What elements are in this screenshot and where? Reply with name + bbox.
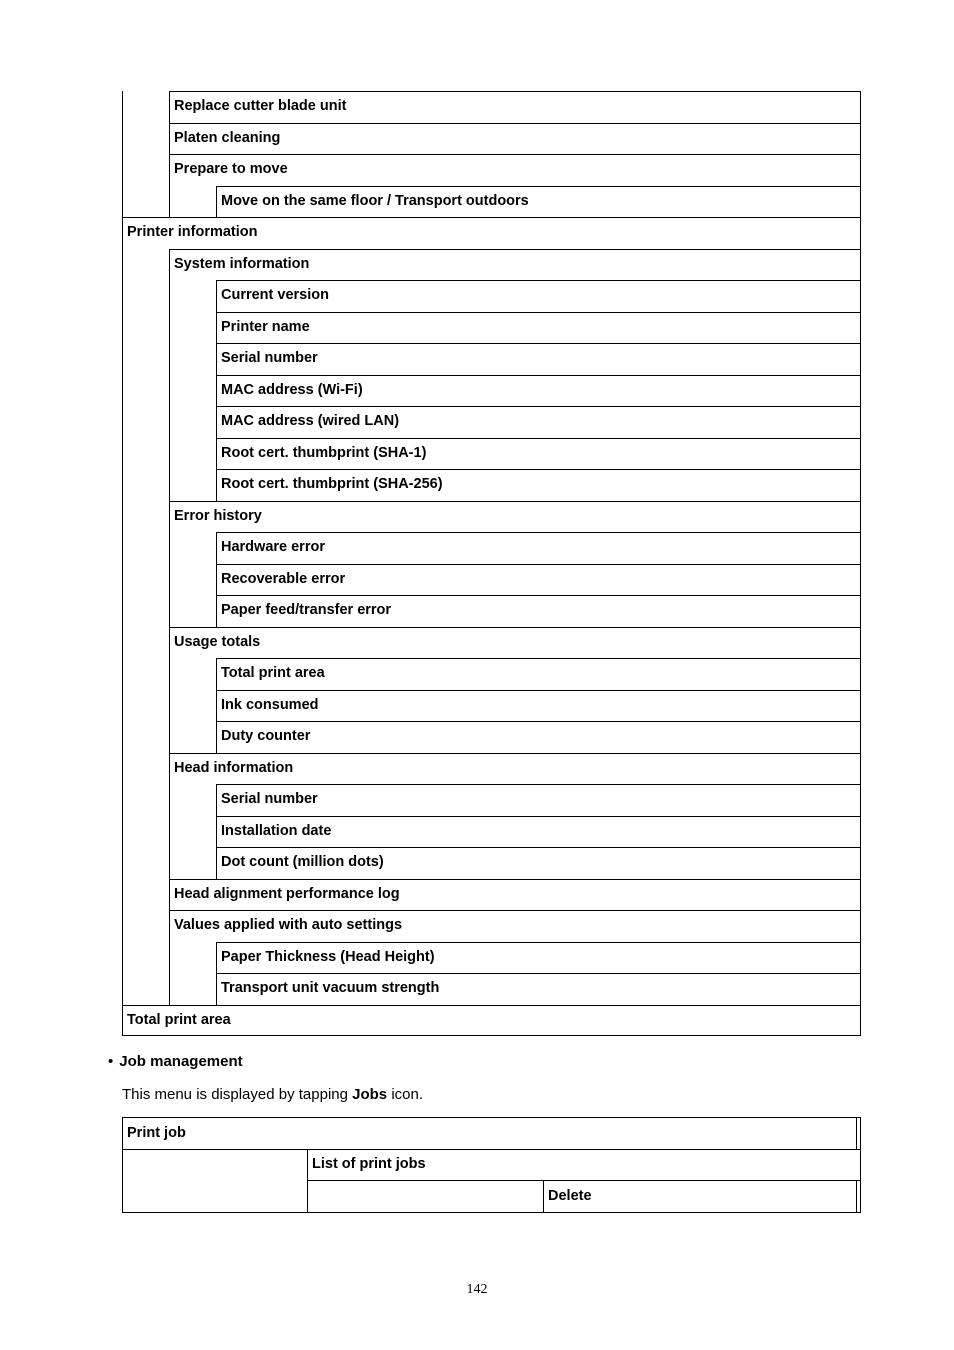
menu-item-label: Dot count (million dots) xyxy=(216,847,861,879)
table-row xyxy=(122,532,861,564)
table-row xyxy=(122,753,861,785)
menu-item-label: Root cert. thumbprint (SHA-256) xyxy=(216,469,861,501)
table-row xyxy=(122,217,861,249)
table-border xyxy=(543,1180,544,1213)
indent-rule xyxy=(122,249,123,1005)
intro-text-after: icon. xyxy=(387,1086,424,1103)
indent-rule xyxy=(169,942,170,1005)
menu-item-label: Transport unit vacuum strength xyxy=(216,973,861,1005)
table-row xyxy=(122,1005,861,1037)
table-row xyxy=(122,123,861,155)
menu-item-label: Serial number xyxy=(216,784,861,816)
indent-rule xyxy=(122,91,123,217)
indent-rule xyxy=(169,280,170,501)
table-row xyxy=(122,154,861,186)
menu-item-label: Move on the same floor / Transport outdoors xyxy=(216,186,861,218)
list-of-print-jobs-label: List of print jobs xyxy=(312,1156,426,1172)
intro-text-before: This menu is displayed by tapping xyxy=(122,1086,353,1103)
job-management-heading xyxy=(108,1053,243,1070)
table-border xyxy=(856,1180,857,1213)
table-row xyxy=(122,312,861,344)
table-row xyxy=(122,627,861,659)
menu-item-label: Usage totals xyxy=(169,627,861,659)
bullet-icon: • xyxy=(108,1053,114,1070)
menu-item-label: Platen cleaning xyxy=(169,123,861,155)
table-row xyxy=(122,658,861,690)
table-row xyxy=(122,784,861,816)
table-row xyxy=(122,910,861,942)
table-row xyxy=(122,186,861,218)
table-row xyxy=(122,879,861,911)
table-border xyxy=(860,1117,861,1213)
table-border xyxy=(122,1149,861,1150)
menu-item-label: MAC address (wired LAN) xyxy=(216,406,861,438)
menu-item-label: Printer name xyxy=(216,312,861,344)
table-row xyxy=(122,564,861,596)
table-row xyxy=(122,91,861,123)
job-management-intro xyxy=(122,1086,423,1103)
menu-item-label: Recoverable error xyxy=(216,564,861,596)
menu-item-label: Values applied with auto settings xyxy=(169,910,861,942)
table-row xyxy=(122,343,861,375)
menu-item-label: Head alignment performance log xyxy=(169,879,861,911)
table-border xyxy=(122,1117,123,1213)
table-border xyxy=(122,1212,861,1213)
menu-item-label: Ink consumed xyxy=(216,690,861,722)
table-row xyxy=(122,280,861,312)
table-row xyxy=(122,249,861,281)
table-border xyxy=(122,1117,861,1118)
indent-rule xyxy=(169,658,170,753)
settings-menu-table xyxy=(122,91,861,1036)
table-row xyxy=(122,847,861,879)
table-border xyxy=(307,1149,308,1213)
job-menu-table xyxy=(122,1117,861,1213)
table-row xyxy=(122,816,861,848)
table-row xyxy=(122,406,861,438)
delete-label: Delete xyxy=(548,1188,592,1204)
table-border xyxy=(856,1117,857,1149)
table-row xyxy=(122,438,861,470)
table-row xyxy=(122,595,861,627)
menu-item-label: Installation date xyxy=(216,816,861,848)
menu-item-label: Paper Thickness (Head Height) xyxy=(216,942,861,974)
indent-rule xyxy=(169,784,170,879)
menu-item-label: Total print area xyxy=(122,1005,861,1037)
job-management-title: Job management xyxy=(119,1053,243,1070)
menu-item-label: Current version xyxy=(216,280,861,312)
menu-item-label: System information xyxy=(169,249,861,281)
indent-rule xyxy=(169,532,170,627)
menu-item-label: Paper feed/transfer error xyxy=(216,595,861,627)
page-number: 142 xyxy=(466,1282,488,1297)
intro-jobs-word: Jobs xyxy=(352,1086,388,1103)
table-row xyxy=(122,973,861,1005)
menu-item-label: Error history xyxy=(169,501,861,533)
table-row xyxy=(122,690,861,722)
menu-item-label: Head information xyxy=(169,753,861,785)
menu-item-label: Total print area xyxy=(216,658,861,690)
menu-item-label: Duty counter xyxy=(216,721,861,753)
indent-rule xyxy=(169,186,170,218)
table-row xyxy=(122,942,861,974)
table-row xyxy=(122,375,861,407)
menu-item-label: MAC address (Wi-Fi) xyxy=(216,375,861,407)
menu-item-label: Printer information xyxy=(122,217,861,249)
print-job-label: Print job xyxy=(127,1125,186,1141)
table-row xyxy=(122,469,861,501)
menu-item-label: Hardware error xyxy=(216,532,861,564)
menu-item-label: Root cert. thumbprint (SHA-1) xyxy=(216,438,861,470)
menu-item-label: Serial number xyxy=(216,343,861,375)
menu-item-label: Prepare to move xyxy=(169,154,861,186)
menu-item-label: Replace cutter blade unit xyxy=(169,91,861,123)
table-row xyxy=(122,721,861,753)
table-row xyxy=(122,501,861,533)
